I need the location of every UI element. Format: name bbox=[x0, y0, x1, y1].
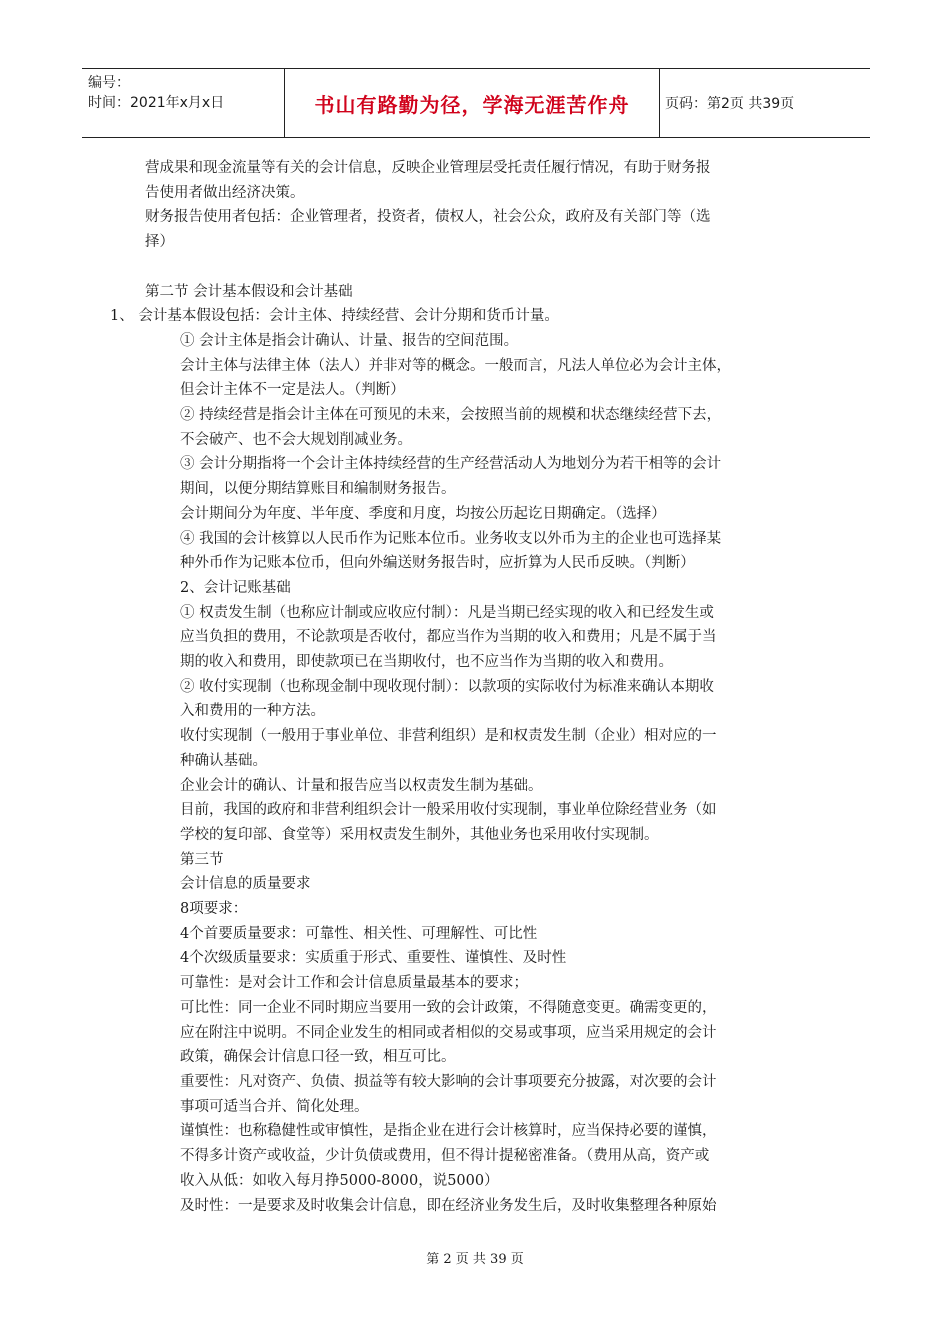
body-line: ③ 会计分期指将一个会计主体持续经营的生产经营活动人为地划分为若干相等的会计 bbox=[180, 456, 722, 473]
body-line: 可比性：同一企业不同时期应当要用一致的会计政策，不得随意变更。确需变更的， bbox=[180, 999, 717, 1016]
body-line: 不得多计资产或收益，少计负债或费用，但不得计提秘密准备。（费用从高，资产或 bbox=[180, 1148, 710, 1165]
body-line: ① 会计主体是指会计确认、计量、报告的空间范围。 bbox=[180, 332, 519, 349]
document-number-label: 编号： bbox=[88, 75, 130, 91]
body-line: 企业会计的确认、计量和报告应当以权责发生制为基础。 bbox=[180, 777, 543, 794]
document-time-label: 时间：2021年x月x日 bbox=[88, 95, 225, 111]
body-line: 政策，确保会计信息口径一致，相互可比。 bbox=[180, 1049, 456, 1066]
body-line: 重要性：凡对资产、负债、损益等有较大影响的会计事项要充分披露，对次要的会计 bbox=[180, 1074, 717, 1090]
body-line: 8项要求： bbox=[180, 901, 248, 918]
body-line: 营成果和现金流量等有关的会计信息，反映企业管理层受托责任履行情况，有助于财务报 bbox=[145, 160, 711, 176]
body-line: 财务报告使用者包括：企业管理者，投资者，债权人，社会公众，政府及有关部门等（选 bbox=[145, 209, 711, 226]
body-line: 应当负担的费用，不论款项是否收付，都应当作为当期的收入和费用；凡是不属于当 bbox=[180, 629, 717, 646]
body-line: 择） bbox=[145, 234, 174, 251]
body-line: 学校的复印部、食堂等）采用权责发生制外，其他业务也采用收付实现制。 bbox=[180, 826, 659, 843]
body-line: 谨慎性：也称稳健性或审慎性，是指企业在进行会计核算时，应当保持必要的谨慎， bbox=[180, 1123, 717, 1140]
body-line: 期间，以便分期结算账目和编制财务报告。 bbox=[180, 481, 456, 498]
body-line: 会计期间分为年度、半年度、季度和月度，均按公历起讫日期确定。（选择） bbox=[180, 505, 666, 522]
body-line: 但会计主体不一定是法人。（判断） bbox=[180, 382, 405, 399]
body-line: 入和费用的一种方法。 bbox=[180, 703, 325, 720]
body-line: 会计信息的质量要求 bbox=[180, 876, 311, 893]
page-header bbox=[82, 68, 870, 138]
header-motto: 书山有路勤为径，学海无涯苦作舟 bbox=[314, 92, 630, 117]
body-line: 2、会计记账基础 bbox=[180, 579, 291, 596]
body-line: 可靠性：是对会计工作和会计信息质量最基本的要求； bbox=[180, 975, 528, 992]
body-line: ② 收付实现制（也称现金制中现收现付制）：以款项的实际收付为标准来确认本期收 bbox=[180, 678, 714, 695]
body-line: 1、 会计基本假设包括：会计主体、持续经营、会计分期和货币计量。 bbox=[110, 308, 559, 325]
body-line: 目前，我国的政府和非营利组织会计一般采用收付实现制，事业单位除经营业务（如 bbox=[180, 802, 717, 819]
body-line: 第三节 bbox=[180, 851, 224, 868]
body-line: ② 持续经营是指会计主体在可预见的未来，会按照当前的规模和状态继续经营下去， bbox=[180, 407, 722, 424]
blank-line bbox=[145, 255, 825, 280]
body-line: 4个首要质量要求：可靠性、相关性、可理解性、可比性 bbox=[180, 925, 538, 942]
body-line: ④ 我国的会计核算以人民币作为记账本位币。业务收支以外币为主的企业也可选择某 bbox=[180, 530, 722, 547]
body-line: 期的收入和费用，即使款项已在当期收付，也不应当作为当期的收入和费用。 bbox=[180, 654, 673, 671]
body-line: ① 权责发生制（也称应计制或应收应付制）：凡是当期已经实现的收入和已经发生或 bbox=[180, 604, 714, 621]
body-line: 事项可适当合并、简化处理。 bbox=[180, 1098, 369, 1115]
document-body bbox=[110, 156, 825, 1218]
header-meta bbox=[88, 73, 224, 113]
body-line: 及时性：一是要求及时收集会计信息，即在经济业务发生后，及时收集整理各种原始 bbox=[180, 1197, 717, 1214]
body-line: 告使用者做出经济决策。 bbox=[145, 184, 305, 201]
body-line: 应在附注中说明。不同企业发生的相同或者相似的交易或事项，应当采用规定的会计 bbox=[180, 1024, 717, 1041]
header-page-info: 页码：第2页 共39页 bbox=[665, 96, 795, 112]
page-footer: 第 2 页 共 39 页 bbox=[426, 1252, 524, 1267]
body-line: 种确认基础。 bbox=[180, 752, 267, 769]
body-line: 4个次级质量要求：实质重于形式、重要性、谨慎性、及时性 bbox=[180, 950, 567, 967]
body-line: 第二节 会计基本假设和会计基础 bbox=[145, 283, 353, 300]
body-line: 不会破产、也不会大规划削减业务。 bbox=[180, 431, 412, 448]
body-line: 收付实现制（一般用于事业单位、非营利组织）是和权责发生制（企业）相对应的一 bbox=[180, 728, 717, 745]
body-line: 会计主体与法律主体（法人）并非对等的概念。一般而言，凡法人单位必为会计主体， bbox=[180, 357, 731, 374]
body-line: 种外币作为记账本位币，但向外编送财务报告时，应折算为人民币反映。（判断） bbox=[180, 555, 695, 572]
body-line: 收入从低：如收入每月挣5000-8000，说5000） bbox=[180, 1172, 499, 1189]
